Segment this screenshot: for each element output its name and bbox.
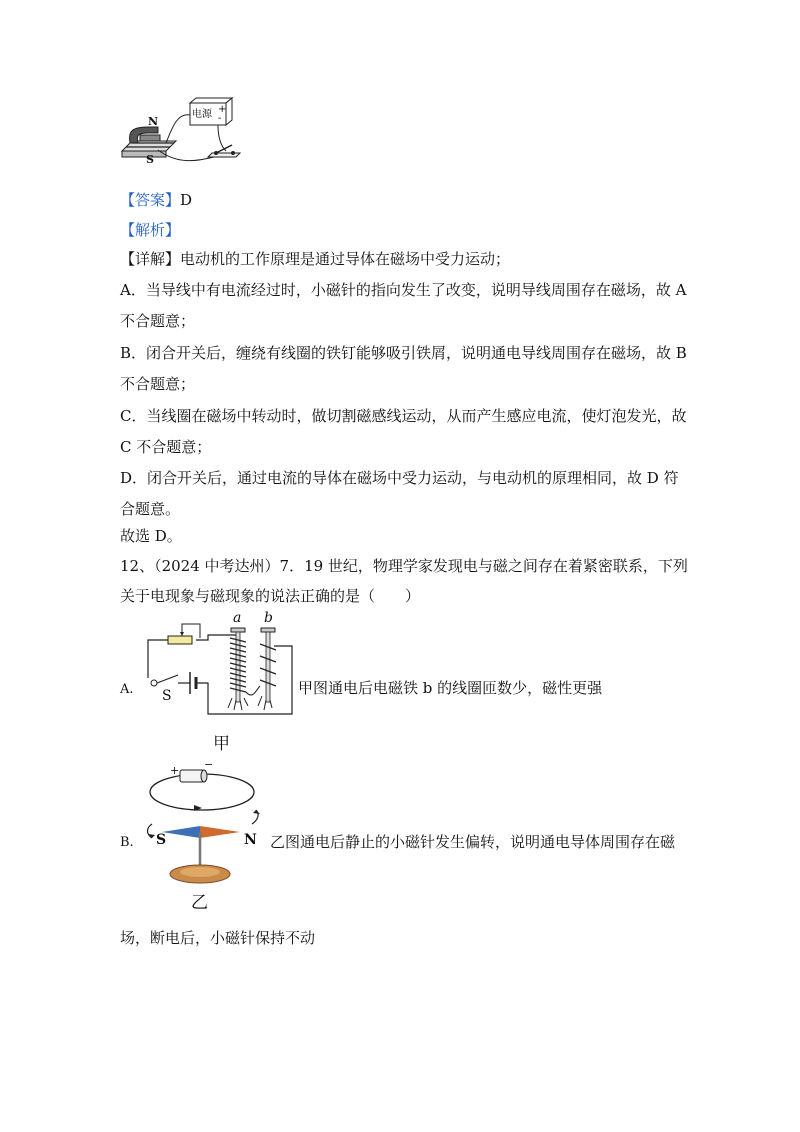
electromagnet-circuit-figure <box>138 610 298 725</box>
detail-text: 电动机的工作原理是通过导体在磁场中受力运动； <box>180 250 511 268</box>
option-c-line1: C．当线圈在磁场中转动时，做切割磁感线运动，从而产生感应电流，使灯泡发光，故 <box>120 407 687 425</box>
nail-b-label: b <box>264 610 273 626</box>
answer-value: D <box>180 191 193 209</box>
cell-plus-label: + <box>170 764 180 777</box>
figure-b-caption: 乙 <box>191 893 208 913</box>
choice-a-label: A. <box>120 682 134 697</box>
option-a-line1: A．当导线中有电流经过时，小磁针的指向发生了改变，说明导线周围存在磁场，故 A <box>120 281 687 299</box>
option-c-line2: C 不合题意； <box>120 438 212 456</box>
option-a-line2: 不合题意； <box>120 312 196 330</box>
power-plus-label: + <box>218 104 227 115</box>
choice-a-text: 甲图通电后电磁铁 b 的线圈匝数少，磁性更强 <box>298 679 603 697</box>
analysis-tag: 【解析】 <box>120 221 181 239</box>
magnet-south-label: S <box>146 153 154 166</box>
option-d-line1: D．闭合开关后，通过电流的导体在磁场中受力运动，与电动机的原理相同，故 D 符 <box>120 469 679 487</box>
answer-tag: 【答案】 <box>120 191 181 209</box>
option-b-line1: B．闭合开关后，缠绕有线圈的铁钉能够吸引铁屑，说明通电导线周围存在磁场，故 B <box>120 344 687 362</box>
switch-s-label: S <box>162 688 172 704</box>
choice-b-text: 乙图通电后静止的小磁针发生偏转，说明通电导体周围存在磁 <box>270 833 676 851</box>
cell-minus-label: − <box>204 758 214 771</box>
needle-north-label: N <box>244 832 257 848</box>
power-minus-label: - <box>218 113 222 124</box>
answer-line <box>120 190 192 210</box>
detail-tag: 【详解】 <box>120 250 181 268</box>
needle-south-label: S <box>156 832 167 848</box>
motor-apparatus-figure <box>118 95 243 175</box>
power-label: 电源 <box>192 109 212 120</box>
conclusion-line: 故选 D。 <box>120 527 182 545</box>
option-d-line2: 合题意。 <box>120 500 181 518</box>
question-12-line1: 12、（2024 中考达州）7．19 世纪，物理学家发现电与磁之间存在着紧密联系，下列 <box>120 557 688 575</box>
detail-line <box>120 249 510 269</box>
question-12-line2: 关于电现象与磁现象的说法正确的是（ ） <box>120 587 421 605</box>
magnet-north-label: N <box>148 115 159 128</box>
compass-deflection-figure <box>140 758 270 887</box>
nail-a-label: a <box>233 610 242 626</box>
option-b-line2: 不合题意； <box>120 375 196 393</box>
figure-a-caption: 甲 <box>213 734 230 754</box>
choice-b-label: B. <box>120 835 134 850</box>
choice-b-text-continued: 场，断电后，小磁针保持不动 <box>120 929 316 947</box>
